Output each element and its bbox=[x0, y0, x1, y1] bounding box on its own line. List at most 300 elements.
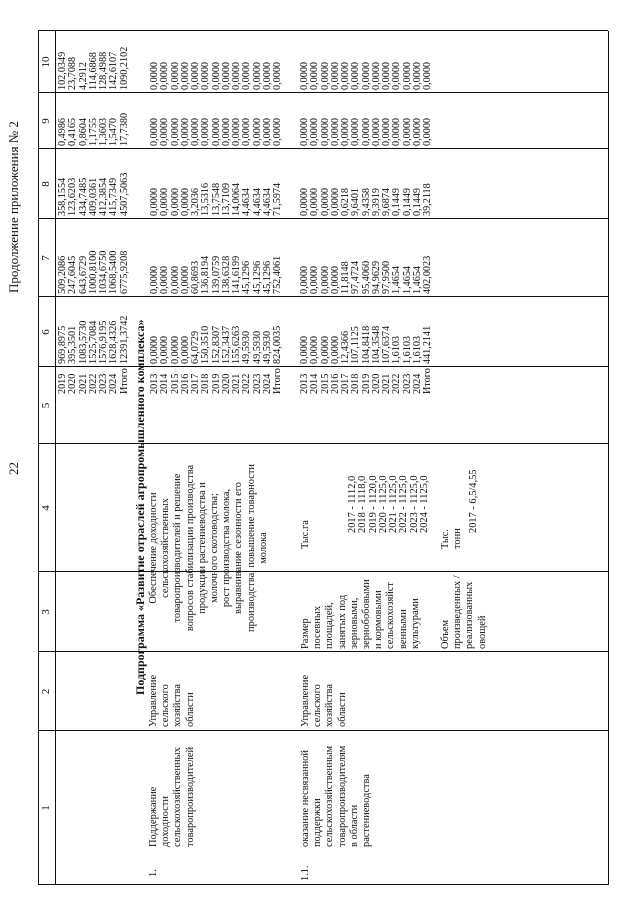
text-line: 2023 bbox=[98, 373, 109, 394]
row11-number: 1.1. bbox=[300, 865, 311, 881]
text-line: 969,8975 bbox=[57, 325, 68, 364]
row11-indicator-area bbox=[300, 579, 422, 649]
text-line: 0,0000 bbox=[159, 187, 171, 216]
text-line: 0,1449 bbox=[391, 187, 403, 216]
text-line: 45,1296 bbox=[241, 260, 253, 294]
text-line: молока bbox=[257, 532, 269, 564]
text-line: области bbox=[184, 692, 196, 727]
text-line: 3,2036 bbox=[190, 187, 201, 216]
text-line: 0,0000 bbox=[329, 187, 341, 216]
text-line: 49,5930 bbox=[261, 330, 273, 364]
text-line: 2023 bbox=[251, 373, 263, 394]
text-line: 0,0000 bbox=[261, 117, 273, 146]
text-line: 415,7349 bbox=[108, 177, 120, 216]
text-line: 0,0000 bbox=[149, 335, 160, 364]
text-line: 434,7485 bbox=[77, 177, 89, 216]
text-line: 0,0000 bbox=[422, 61, 433, 90]
text-line: 0,0000 bbox=[319, 265, 331, 294]
text-line: 0,0000 bbox=[340, 61, 351, 90]
column-number-row-border bbox=[55, 31, 56, 885]
text-line: 0,0000 bbox=[299, 61, 310, 90]
text-line: 0,0000 bbox=[340, 117, 351, 146]
text-line: 6775,9208 bbox=[118, 250, 130, 294]
text-line: 0,0000 bbox=[309, 61, 321, 90]
col-border bbox=[38, 651, 608, 652]
text-line: 2015 bbox=[169, 373, 181, 394]
text-line: 0,0000 bbox=[149, 265, 160, 294]
text-line: 2017 - 1112,0 bbox=[347, 475, 358, 533]
row11-indicator-vegetables bbox=[440, 575, 489, 649]
col-border bbox=[38, 443, 608, 444]
text-line: 1,5470 bbox=[108, 117, 120, 146]
text-line: и кормовыми bbox=[373, 590, 385, 649]
col-border bbox=[38, 296, 608, 297]
text-line: 0,0000 bbox=[159, 117, 171, 146]
text-line: 409,0361 bbox=[87, 177, 99, 216]
text-line: 0,4165 bbox=[67, 117, 79, 146]
text-line: 2024 bbox=[411, 373, 423, 394]
row1-col10 bbox=[150, 62, 283, 90]
text-line: 0,0000 bbox=[220, 61, 232, 90]
text-line: 247,6045 bbox=[67, 255, 79, 294]
text-line: 0,0000 bbox=[149, 187, 160, 216]
text-line: 0,0000 bbox=[370, 117, 382, 146]
text-line: 0,0000 bbox=[309, 335, 321, 364]
col-border bbox=[38, 884, 608, 885]
text-line: 95,4060 bbox=[360, 260, 372, 294]
text-line: 152,3437 bbox=[220, 325, 232, 364]
text-line: 2016 bbox=[179, 373, 191, 394]
text-line: 9,3919 bbox=[370, 187, 382, 216]
text-line: 2019 bbox=[360, 373, 372, 394]
text-line: площадей, bbox=[324, 602, 336, 649]
col-border bbox=[38, 30, 608, 31]
text-line: 0,0000 bbox=[272, 117, 283, 146]
column-number: 6 bbox=[40, 329, 52, 335]
text-line: 2019 bbox=[210, 373, 222, 394]
text-line: 2022 bbox=[87, 373, 99, 394]
text-line: 2017 bbox=[340, 373, 351, 394]
text-line: 0,0000 bbox=[179, 187, 191, 216]
row11-col7 bbox=[300, 256, 433, 294]
text-line: 4,4634 bbox=[241, 187, 253, 216]
text-line: 2022 bbox=[241, 373, 253, 394]
text-line: 2013 bbox=[299, 373, 310, 394]
col-border bbox=[38, 218, 608, 219]
text-line: посевных bbox=[312, 605, 324, 649]
text-line: 1083,5730 bbox=[77, 320, 89, 364]
row11-executor bbox=[300, 675, 349, 727]
text-line: 1,6103 bbox=[411, 335, 423, 364]
text-line: 0,0000 bbox=[319, 335, 331, 364]
text-line: 9,4358 bbox=[360, 187, 372, 216]
text-line: 0,0000 bbox=[210, 61, 222, 90]
text-line: 2021 - 1125,0 bbox=[388, 475, 400, 533]
text-line: 141,6199 bbox=[231, 255, 242, 294]
text-line: 643,6729 bbox=[77, 255, 89, 294]
text-line: 0,0000 bbox=[241, 117, 253, 146]
text-line: 0,0000 bbox=[190, 117, 201, 146]
text-line: 358,1554 bbox=[57, 177, 68, 216]
row1-number: 1. bbox=[148, 869, 159, 877]
text-line: 0,0000 bbox=[200, 117, 212, 146]
text-line: 107,1125 bbox=[350, 326, 362, 364]
text-line: в области bbox=[348, 804, 360, 847]
text-line: 4,4634 bbox=[251, 187, 263, 216]
text-line: 0,0000 bbox=[299, 117, 310, 146]
text-line: 1576,9195 bbox=[98, 320, 109, 364]
text-line: 0,0000 bbox=[169, 117, 181, 146]
text-line: товаропроизводителям bbox=[336, 745, 348, 847]
top-col10 bbox=[58, 47, 130, 90]
text-line: 64,0729 bbox=[190, 330, 201, 364]
text-line: 0,0000 bbox=[179, 117, 191, 146]
text-line: 0,0000 bbox=[272, 61, 283, 90]
text-line: 1,4654 bbox=[401, 265, 413, 294]
text-line: 2019 - 1120,0 bbox=[367, 475, 379, 533]
text-line: 0,0000 bbox=[299, 335, 310, 364]
text-line: 2018 - 1118,0 bbox=[357, 475, 369, 533]
text-line: 2016 bbox=[329, 373, 341, 394]
row11-col9 bbox=[300, 118, 433, 146]
text-line: 107,6374 bbox=[381, 325, 392, 364]
text-line: 13,5316 bbox=[200, 182, 212, 216]
text-line: 150,3510 bbox=[200, 325, 212, 364]
text-line: 0,0000 bbox=[370, 61, 382, 90]
text-line: 0,0000 bbox=[179, 265, 191, 294]
text-line: 0,4986 bbox=[57, 117, 68, 146]
row1-name bbox=[148, 747, 197, 847]
text-line: 13,7109 bbox=[220, 182, 232, 216]
text-line: 97,9500 bbox=[381, 260, 392, 294]
text-line: 0,0000 bbox=[381, 117, 392, 146]
text-line: 0,0000 bbox=[319, 61, 331, 90]
text-line: 9,6401 bbox=[350, 187, 362, 216]
text-line: 0,0000 bbox=[360, 117, 372, 146]
text-line: поддержки bbox=[312, 798, 324, 847]
text-line: тонн bbox=[452, 528, 464, 549]
text-line: 0,0000 bbox=[381, 61, 392, 90]
text-line: 412,3854 bbox=[98, 177, 109, 216]
text-line: сельскохозяйственных bbox=[172, 747, 184, 847]
text-line: 14,0064 bbox=[231, 182, 242, 216]
text-line: 402,0023 bbox=[422, 255, 433, 294]
text-line: 2022 - 1125,0 bbox=[398, 475, 410, 533]
text-line: 1000,8100 bbox=[87, 250, 99, 294]
top-col6 bbox=[58, 316, 130, 364]
text-line: 0,0000 bbox=[210, 117, 222, 146]
text-line: 45,1296 bbox=[261, 260, 273, 294]
text-line: 0,0000 bbox=[169, 265, 181, 294]
text-line: 0,1449 bbox=[401, 187, 413, 216]
text-line: 0,0000 bbox=[169, 335, 181, 364]
text-line: сельского bbox=[312, 684, 324, 727]
text-line: 2017 bbox=[190, 373, 201, 394]
text-line: 0,0000 bbox=[309, 187, 321, 216]
text-line: производства, повышение товарности bbox=[245, 464, 257, 632]
text-line: 139,0759 bbox=[210, 255, 222, 294]
text-line: 395,3501 bbox=[67, 325, 79, 364]
text-line: 2023 - 1125,0 bbox=[408, 475, 420, 533]
text-line: 4,2912 bbox=[77, 61, 89, 90]
text-line: 94,9629 bbox=[370, 260, 382, 294]
text-line: 0,6218 bbox=[340, 187, 351, 216]
text-line: 0,0000 bbox=[179, 61, 191, 90]
col-border bbox=[38, 366, 608, 367]
column-number: 8 bbox=[40, 181, 52, 187]
text-line: растениеводства bbox=[361, 774, 373, 847]
text-line: 0,0000 bbox=[319, 187, 331, 216]
text-line: 39,2118 bbox=[422, 183, 433, 216]
text-line: 0,0000 bbox=[401, 117, 413, 146]
text-line: 0,0000 bbox=[159, 335, 171, 364]
text-line: 2021 bbox=[231, 373, 242, 394]
column-number: 5 bbox=[40, 402, 52, 409]
text-line: 1,4654 bbox=[391, 265, 403, 294]
col-border bbox=[38, 148, 608, 149]
text-line: 2019 bbox=[57, 373, 68, 394]
text-line: реализованных bbox=[464, 581, 476, 649]
text-line: 0,0000 bbox=[159, 265, 171, 294]
text-line: 114,6868 bbox=[87, 52, 99, 90]
text-line: 752,4061 bbox=[272, 255, 283, 294]
row1-col9 bbox=[150, 118, 283, 146]
text-line: 2018 bbox=[350, 373, 362, 394]
text-line: 0,0000 bbox=[391, 61, 403, 90]
text-line: рост производства молока, bbox=[221, 488, 233, 608]
text-line: 1090,2102 bbox=[118, 46, 130, 90]
text-line: 60,8693 bbox=[190, 260, 201, 294]
text-line: 0,0000 bbox=[251, 117, 263, 146]
text-line: 0,0000 bbox=[411, 117, 423, 146]
text-line: 0,0000 bbox=[200, 61, 212, 90]
text-line: 0,0000 bbox=[299, 265, 310, 294]
text-line: 0,0000 bbox=[422, 117, 433, 146]
text-line: культурами bbox=[409, 598, 421, 649]
text-line: 4,4634 bbox=[261, 187, 273, 216]
text-line: доходности bbox=[160, 796, 172, 847]
text-line: 441,2141 bbox=[422, 325, 433, 364]
text-line: 2022 bbox=[391, 373, 403, 394]
text-line: 2021 bbox=[381, 373, 392, 394]
text-line: 0,0000 bbox=[190, 61, 201, 90]
text-line: 0,0000 bbox=[169, 187, 181, 216]
text-line: продукции растениеводства и bbox=[196, 482, 208, 614]
text-line: сельского bbox=[160, 684, 172, 727]
text-line: 2020 bbox=[370, 373, 382, 394]
text-line: 97,4724 bbox=[350, 260, 362, 294]
text-line: 104,8418 bbox=[360, 325, 372, 364]
row11-values-vegetables: 2017 - 6,5/4,55 bbox=[468, 469, 479, 533]
text-line: зерновыми, bbox=[348, 597, 360, 649]
text-line: овощей bbox=[476, 615, 488, 649]
text-line: венными bbox=[397, 609, 409, 649]
text-line: 71,5974 bbox=[272, 182, 283, 216]
text-line: 1,3603 bbox=[98, 117, 109, 146]
text-line: Итого bbox=[422, 368, 433, 394]
text-line: Управление bbox=[300, 674, 311, 727]
text-line: 0,0000 bbox=[401, 61, 413, 90]
text-line: 2015 bbox=[319, 373, 331, 394]
text-line: 2020 - 1125,0 bbox=[377, 475, 389, 533]
text-line: 136,8194 bbox=[200, 255, 212, 294]
text-line: 0,0000 bbox=[391, 117, 403, 146]
text-line: 4507,5063 bbox=[118, 172, 130, 216]
text-line: 0,0000 bbox=[220, 117, 232, 146]
text-line: 1,6103 bbox=[391, 335, 403, 364]
text-line: 1525,7084 bbox=[87, 320, 99, 364]
text-line: 155,6263 bbox=[231, 325, 242, 364]
col-border bbox=[38, 571, 608, 572]
text-line: сельскохозяйственных bbox=[160, 498, 172, 598]
row1-years bbox=[150, 368, 283, 394]
text-line: Объем bbox=[440, 619, 451, 649]
text-line: 0,0000 bbox=[169, 61, 181, 90]
text-line: 2020 bbox=[220, 373, 232, 394]
column-number: 4 bbox=[40, 505, 52, 511]
text-line: сельскохозяйст bbox=[385, 582, 397, 649]
text-line: сельскохозяйственным bbox=[324, 745, 336, 847]
row11-name bbox=[300, 746, 373, 847]
column-number: 2 bbox=[40, 688, 52, 695]
text-line: товаропроизводителей bbox=[184, 746, 196, 847]
text-line: 123,6203 bbox=[67, 177, 79, 216]
text-line: 0,0000 bbox=[329, 335, 341, 364]
text-line: Поддержание bbox=[148, 786, 159, 847]
column-number: 3 bbox=[40, 609, 52, 615]
row11-unit-area: Тыс.га bbox=[300, 520, 311, 549]
subprogram-title: Подпрограмма «Развитие отраслей агропромышленного комплекса» bbox=[133, 319, 147, 695]
text-line: занятых под bbox=[336, 594, 348, 649]
text-line: 104,3548 bbox=[370, 325, 382, 364]
text-line: 0,0000 bbox=[299, 187, 310, 216]
text-line: 17,7380 bbox=[118, 112, 130, 146]
text-line: 1034,6750 bbox=[98, 250, 109, 294]
row11-col8 bbox=[300, 183, 433, 216]
row1-col6 bbox=[150, 326, 283, 364]
row11-years bbox=[300, 368, 433, 394]
text-line: Итого bbox=[118, 368, 130, 394]
row11-unit-vegetables bbox=[440, 528, 464, 549]
text-line: 1068,5400 bbox=[108, 250, 120, 294]
text-line: зернобобовыми bbox=[361, 579, 373, 649]
text-line: 0,8604 bbox=[77, 117, 89, 146]
text-line: 13,7548 bbox=[210, 182, 222, 216]
row11-col6 bbox=[300, 326, 433, 364]
text-line: 2024 bbox=[261, 373, 273, 394]
top-col9 bbox=[58, 113, 130, 146]
text-line: 2020 bbox=[67, 373, 79, 394]
top-col8 bbox=[58, 173, 130, 216]
row11-col10 bbox=[300, 62, 433, 90]
text-line: 102,0349 bbox=[57, 51, 68, 90]
text-line: 0,0000 bbox=[149, 61, 160, 90]
text-line: молочного скотоводства; bbox=[209, 493, 221, 603]
text-line: 0,0000 bbox=[159, 61, 171, 90]
text-line: Обеспечение доходности bbox=[148, 492, 159, 604]
column-number: 10 bbox=[40, 56, 52, 68]
top-years bbox=[58, 368, 130, 394]
text-line: 2021 bbox=[77, 373, 89, 394]
text-line: 0,0000 bbox=[241, 61, 253, 90]
text-line: оказание несвязанной bbox=[300, 750, 311, 847]
text-line: 0,0000 bbox=[309, 265, 321, 294]
text-line: 12,4366 bbox=[340, 330, 351, 364]
row1-description bbox=[148, 446, 270, 650]
text-line: Итого bbox=[272, 368, 283, 394]
text-line: 0,1449 bbox=[411, 187, 423, 216]
text-line: хозяйства bbox=[172, 684, 184, 727]
text-line: выравнивание сезонности его bbox=[233, 482, 245, 614]
text-line: 0,0000 bbox=[329, 117, 341, 146]
text-line: 9,6874 bbox=[381, 187, 392, 216]
text-line: 0,0000 bbox=[231, 61, 242, 90]
text-line: товаропроизводителей и решение bbox=[172, 473, 184, 623]
column-number: 9 bbox=[40, 118, 52, 124]
text-line: 49,5930 bbox=[251, 330, 263, 364]
text-line: 1628,4326 bbox=[108, 320, 120, 364]
row11-values-area bbox=[348, 475, 430, 533]
top-col7 bbox=[58, 251, 130, 294]
row1-col7 bbox=[150, 256, 283, 294]
text-line: 2023 bbox=[401, 373, 413, 394]
appendix-caption: Продолжение приложения № 2 bbox=[6, 121, 21, 293]
text-line: области bbox=[336, 692, 348, 727]
text-line: 0,0000 bbox=[360, 61, 372, 90]
text-line: 0,0000 bbox=[329, 61, 341, 90]
text-line: 2014 bbox=[309, 373, 321, 394]
text-line: 23,7088 bbox=[67, 56, 79, 90]
text-line: 2024 bbox=[108, 373, 120, 394]
text-line: 2014 bbox=[159, 373, 171, 394]
text-line: 509,2086 bbox=[57, 255, 68, 294]
text-line: 0,0000 bbox=[261, 61, 273, 90]
text-line: 49,5930 bbox=[241, 330, 253, 364]
column-number: 7 bbox=[40, 255, 52, 261]
column-number: 1 bbox=[40, 805, 52, 811]
text-line: 0,0000 bbox=[350, 61, 362, 90]
col-border bbox=[38, 92, 608, 93]
text-line: 2018 bbox=[200, 373, 212, 394]
text-line: 1,6103 bbox=[401, 335, 413, 364]
text-line: 2024 - 1125,0 bbox=[419, 475, 431, 533]
text-line: 0,0000 bbox=[179, 335, 191, 364]
text-line: 0,0000 bbox=[329, 265, 341, 294]
text-line: 142,6107 bbox=[108, 51, 120, 90]
row1-executor bbox=[148, 675, 197, 727]
page-number: 22 bbox=[6, 462, 21, 475]
text-line: 0,0000 bbox=[411, 61, 423, 90]
text-line: 45,1296 bbox=[251, 260, 263, 294]
text-line: Управление bbox=[148, 674, 159, 727]
text-line: 0,0000 bbox=[309, 117, 321, 146]
text-line: 1,1755 bbox=[87, 117, 99, 146]
table-bottom-border bbox=[608, 31, 609, 885]
text-line: 12391,3742 bbox=[118, 315, 130, 364]
text-line: Тыс. bbox=[440, 528, 451, 549]
text-line: 1,4654 bbox=[411, 265, 423, 294]
text-line: 11,8148 bbox=[340, 261, 351, 294]
text-line: 152,8307 bbox=[210, 325, 222, 364]
text-line: вопросов стабилизации производства bbox=[184, 464, 196, 632]
row1-col8 bbox=[150, 183, 283, 216]
text-line: 0,0000 bbox=[231, 117, 242, 146]
text-line: 0,0000 bbox=[251, 61, 263, 90]
text-line: 824,0035 bbox=[272, 325, 283, 364]
text-line: произведенных / bbox=[452, 575, 464, 649]
text-line: Размер bbox=[300, 618, 311, 649]
col-border bbox=[38, 730, 608, 731]
